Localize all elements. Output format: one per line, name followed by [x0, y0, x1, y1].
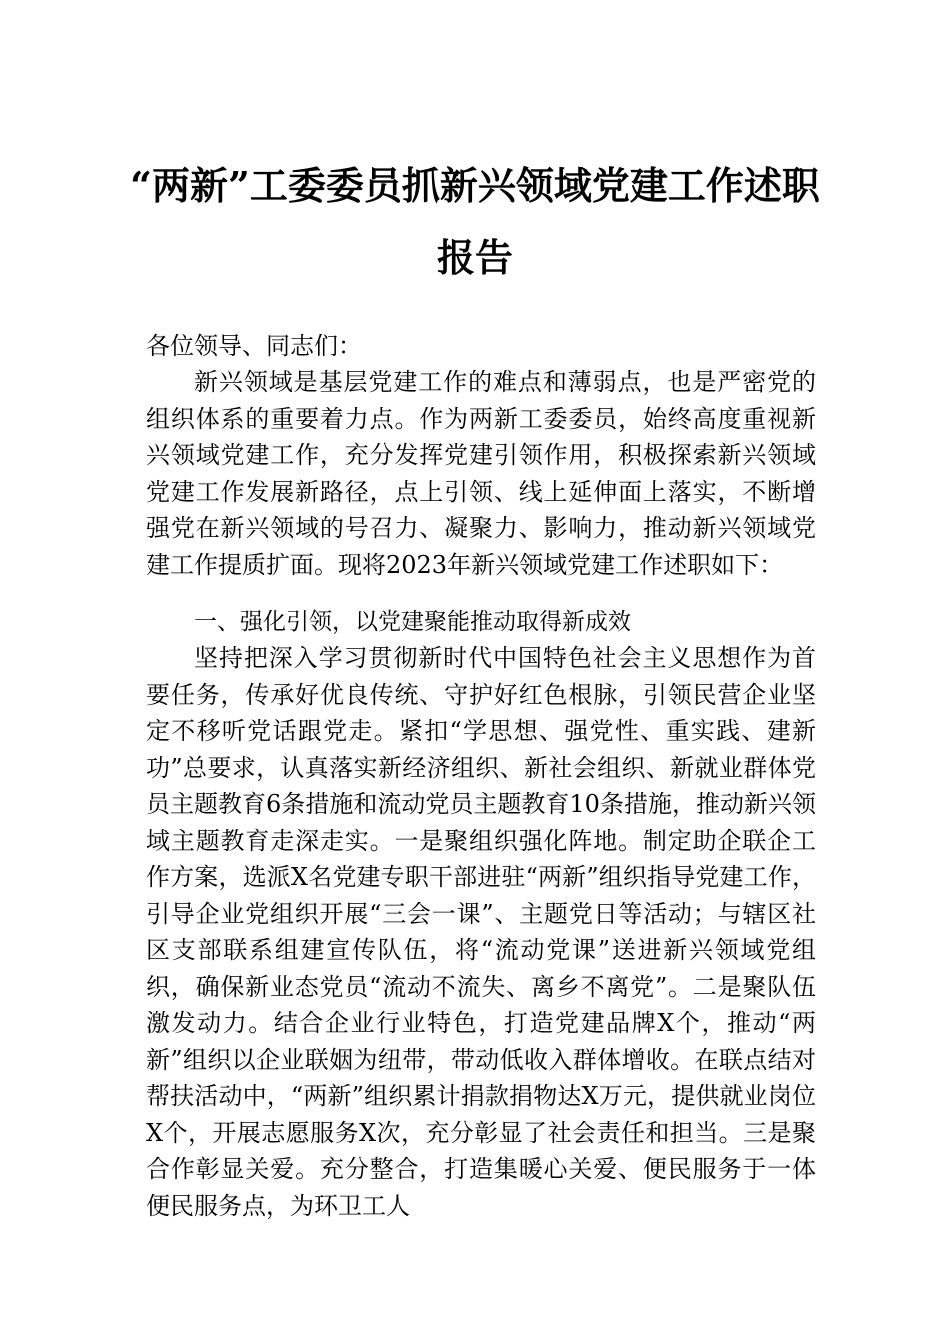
- paragraph-section-1: 坚持把深入学习贯彻新时代中国特色社会主义思想作为首要任务，传承好优良传统、守护好红色根脉，引领民营企业坚定不移听党话跟党走。紧扣“学思想、强党性、重实践、建新功”总要求，认真落实新经济组织、新社会组织、新就业群体党员主题教育6条措施和流动党员主题教育10条措施，推动新兴领域主题教育走深走实。一是聚组织强化阵地。制定助企联企工作方案，选派X名党建专职干部进驻“两新”组织指导党建工作，引导企业党组织开展“三会一课”、主题党日等活动；与辖区社区支部联系组建宣传队伍，将“流动党课”送进新兴领域党组织，确保新业态党员“流动不流失、离乡不离党”。二是聚队伍激发动力。结合企业行业特色，打造党建品牌X个，推动“两新”组织以企业联姻为纽带，带动低收入群体增收。在联点结对帮扶活动中，“两新”组织累计捐款捐物达X万元，提供就业岗位X个，开展志愿服务X次，充分彰显了社会责任和担当。三是聚合作彰显关爱。充分整合，打造集暖心关爱、便民服务于一体便民服务点，为环卫工人: [146, 644, 816, 1220]
- section-heading-1: 一、强化引领，以党建聚能推动取得新成效: [194, 609, 631, 635]
- document-title-line-2: 报告: [436, 235, 513, 280]
- salutation: 各位领导、同志们：: [146, 332, 362, 360]
- paragraph-intro: 新兴领域是基层党建工作的难点和薄弱点，也是严密党的组织体系的重要着力点。作为两新工委委员，始终高度重视新兴领域党建工作，充分发挥党建引领作用，积极探索新兴领域党建工作发展新路径，点上引领、线上延伸面上落实，不断增强党在新兴领域的号召力、凝聚力、影响力，推动新兴领域党建工作提质扩面。现将2023年新兴领域党建工作述职如下：: [146, 368, 816, 579]
- document-title-line-1: “两新”工委委员抓新兴领域党建工作述职: [130, 163, 820, 208]
